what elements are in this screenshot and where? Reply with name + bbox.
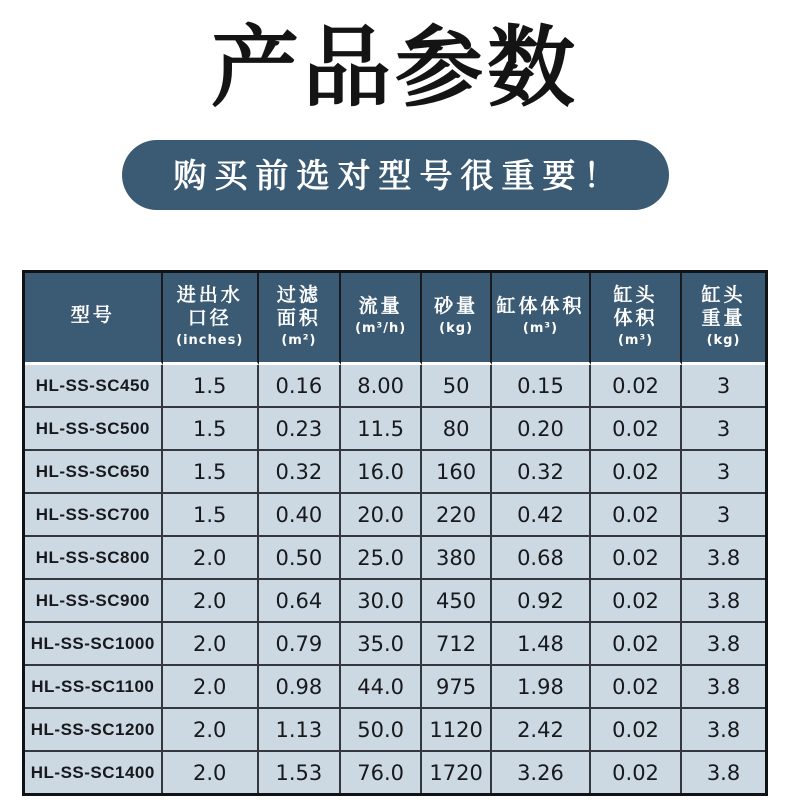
value-cell: 2.0 [163,537,259,580]
header-cell-3 [341,273,422,365]
value-cell: 0.40 [259,494,341,537]
value-cell: 0.02 [591,537,682,580]
header-cell-5 [492,273,591,365]
model-cell: HL-SS-SC500 [25,408,163,451]
table-row [25,365,765,408]
value-cell: 0.02 [591,451,682,494]
subtitle-banner: 购买前选对型号很重要！ [122,140,669,210]
value-cell: 76.0 [341,752,422,793]
table-row [25,494,765,537]
value-cell: 3.8 [682,623,765,666]
header-row [25,273,765,365]
table-row [25,408,765,451]
value-cell: 0.15 [492,365,591,408]
value-cell: 80 [422,408,492,451]
header-label: 缸头 [613,284,658,306]
model-cell: HL-SS-SC1000 [25,623,163,666]
model-cell: HL-SS-SC1400 [25,752,163,793]
header-unit: (m³) [522,321,559,337]
value-cell: 3.26 [492,752,591,793]
header-unit: (m³/h) [355,321,407,337]
header-cell-1 [163,273,259,365]
header-label: 口径 [187,307,232,329]
model-cell: HL-SS-SC1100 [25,666,163,709]
table-row [25,451,765,494]
value-cell: 50.0 [341,709,422,752]
header-label: 型号 [70,305,115,327]
header-label: 砂量 [434,296,479,318]
value-cell: 25.0 [341,537,422,580]
spec-table [25,273,765,793]
value-cell: 0.02 [591,709,682,752]
header-label: 体积 [613,307,658,329]
header-cell-6 [591,273,682,365]
value-cell: 30.0 [341,580,422,623]
header-label: 重量 [701,307,746,329]
value-cell: 1720 [422,752,492,793]
value-cell: 0.50 [259,537,341,580]
header-unit: (kg) [439,321,474,337]
value-cell: 0.32 [259,451,341,494]
value-cell: 450 [422,580,492,623]
model-cell: HL-SS-SC1200 [25,709,163,752]
table-header [25,273,765,365]
value-cell: 975 [422,666,492,709]
value-cell: 1.5 [163,365,259,408]
value-cell: 1.53 [259,752,341,793]
value-cell: 0.16 [259,365,341,408]
value-cell: 0.02 [591,408,682,451]
header-unit: (m³) [617,332,654,348]
value-cell: 3.8 [682,709,765,752]
table-row [25,537,765,580]
value-cell: 0.68 [492,537,591,580]
value-cell: 3 [682,365,765,408]
page-title: 产品参数 [210,18,579,117]
value-cell: 0.02 [591,623,682,666]
table-row [25,580,765,623]
value-cell: 2.42 [492,709,591,752]
value-cell: 1.13 [259,709,341,752]
value-cell: 3 [682,408,765,451]
value-cell: 1.48 [492,623,591,666]
value-cell: 50 [422,365,492,408]
header-label: 进出水 [176,284,243,306]
value-cell: 0.23 [259,408,341,451]
value-cell: 44.0 [341,666,422,709]
value-cell: 1.98 [492,666,591,709]
value-cell: 0.02 [591,752,682,793]
value-cell: 3 [682,451,765,494]
value-cell: 11.5 [341,408,422,451]
value-cell: 35.0 [341,623,422,666]
value-cell: 3.8 [682,537,765,580]
header-cell-7 [682,273,765,365]
value-cell: 0.02 [591,580,682,623]
header-label: 面积 [276,307,321,329]
value-cell: 0.02 [591,365,682,408]
table-row [25,666,765,709]
header-cell-4 [422,273,492,365]
value-cell: 3.8 [682,752,765,793]
header-unit: (m²) [281,332,317,348]
value-cell: 16.0 [341,451,422,494]
value-cell: 2.0 [163,623,259,666]
header-label: 缸体体积 [496,296,585,318]
header-cell-2 [259,273,341,365]
value-cell: 220 [422,494,492,537]
model-cell: HL-SS-SC450 [25,365,163,408]
header-label: 流量 [358,296,403,318]
value-cell: 0.32 [492,451,591,494]
value-cell: 0.20 [492,408,591,451]
value-cell: 0.42 [492,494,591,537]
value-cell: 1.5 [163,408,259,451]
value-cell: 1.5 [163,451,259,494]
value-cell: 3.8 [682,580,765,623]
value-cell: 380 [422,537,492,580]
model-cell: HL-SS-SC900 [25,580,163,623]
value-cell: 3 [682,494,765,537]
value-cell: 3.8 [682,666,765,709]
model-cell: HL-SS-SC800 [25,537,163,580]
table-body [25,365,765,793]
value-cell: 0.79 [259,623,341,666]
value-cell: 1.5 [163,494,259,537]
value-cell: 0.92 [492,580,591,623]
value-cell: 2.0 [163,709,259,752]
value-cell: 0.02 [591,494,682,537]
header-cell-0 [25,273,163,365]
value-cell: 0.64 [259,580,341,623]
model-cell: HL-SS-SC650 [25,451,163,494]
header-unit: (inches) [176,332,244,348]
value-cell: 160 [422,451,492,494]
table-row [25,752,765,793]
header-label: 过滤 [276,284,321,306]
value-cell: 0.98 [259,666,341,709]
value-cell: 2.0 [163,752,259,793]
header-unit: (kg) [706,332,741,348]
value-cell: 2.0 [163,580,259,623]
value-cell: 8.00 [341,365,422,408]
table-row [25,623,765,666]
value-cell: 20.0 [341,494,422,537]
value-cell: 712 [422,623,492,666]
value-cell: 1120 [422,709,492,752]
table-row [25,709,765,752]
spec-table-container [22,270,768,796]
header-label: 缸头 [701,284,746,306]
value-cell: 2.0 [163,666,259,709]
value-cell: 0.02 [591,666,682,709]
model-cell: HL-SS-SC700 [25,494,163,537]
